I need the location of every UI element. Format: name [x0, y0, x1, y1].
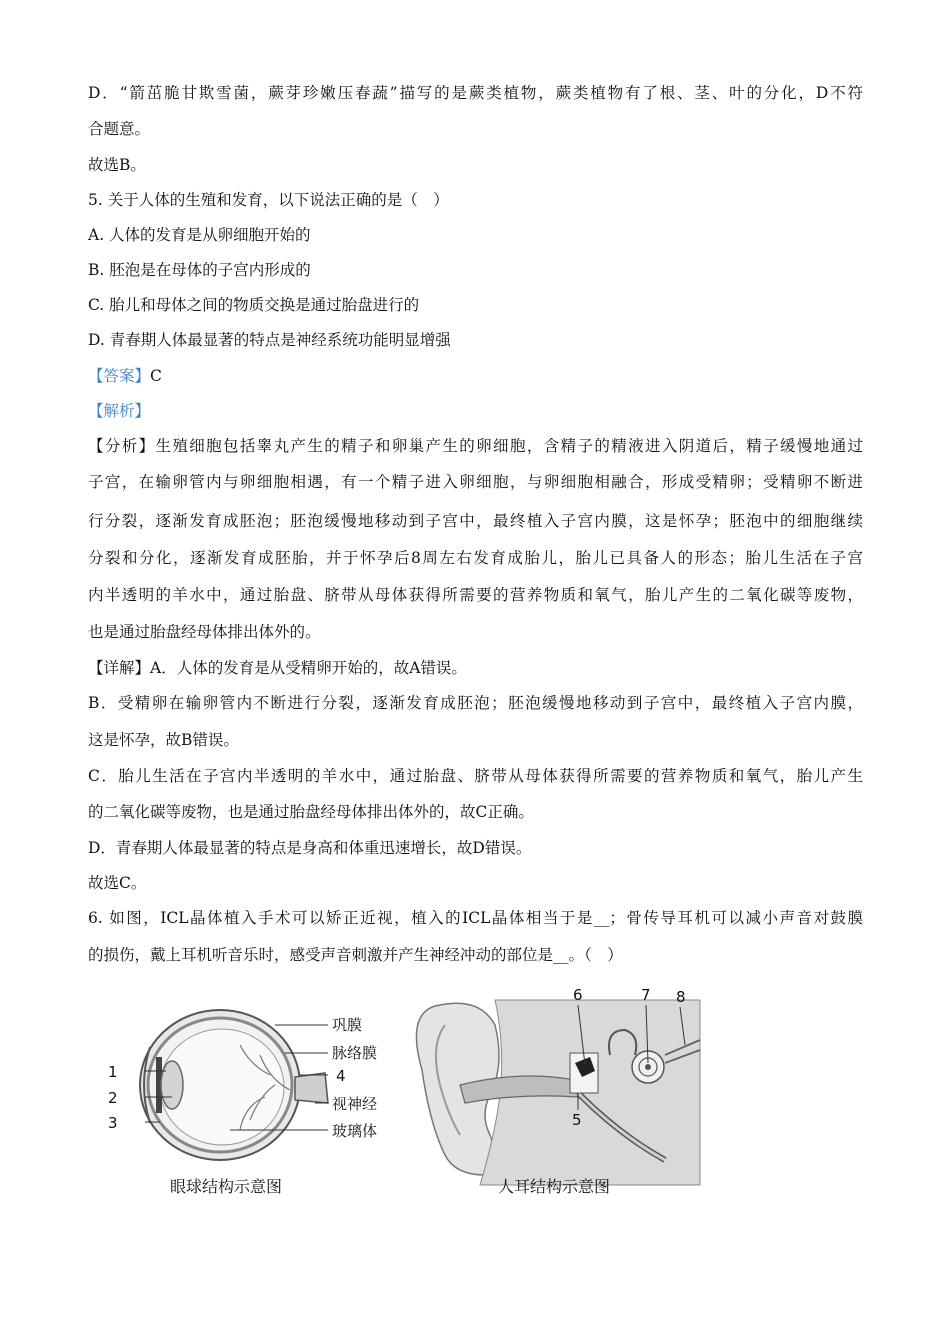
detail-c-cont: 的二氧化碳等废物，也是通过胎盘经母体排出体外的，故C正确。	[88, 803, 534, 821]
eye-number-label: 2	[108, 1089, 118, 1107]
analysis-tag: 【解析】	[88, 402, 151, 420]
ear-number-label: 5	[572, 1111, 582, 1129]
option-a: A. 人体的发育是从卵细胞开始的	[88, 226, 311, 244]
analysis-heading	[88, 399, 863, 421]
analysis-line: 分裂和分化，逐渐发育成胚胎，并于怀孕后8周左右发育成胎儿，胎儿已具备人的形态；胎儿生活在子宫	[88, 549, 863, 567]
detail-b-cont: 这是怀孕，故B错误。	[88, 731, 239, 749]
answer-tag: 【答案】	[88, 367, 151, 385]
text-line: D．“箭茁脆甘欺雪菌，蕨芽珍嫩压春蔬”描写的是蕨类植物，蕨类植物有了根、茎、叶的分化，D不符	[88, 84, 863, 102]
option-c: C. 胎儿和母体之间的物质交换是通过胎盘进行的	[88, 296, 420, 314]
eye-label-choroid: 脉络膜	[332, 1044, 378, 1062]
anatomy-figure	[100, 985, 710, 1205]
answer-line	[88, 364, 863, 386]
ear-caption: 人耳结构示意图	[498, 1177, 611, 1196]
ear-diagram	[416, 986, 700, 1196]
text-line: 故选B。	[88, 156, 146, 174]
detail-b: B．受精卵在输卵管内不断进行分裂，逐渐发育成胚泡；胚泡缓慢地移动到子宫中，最终植入子宫内膜，	[88, 694, 863, 712]
eye-number-label: 1	[108, 1063, 118, 1081]
detail-a: 【详解】A．人体的发育是从受精卵开始的，故A错误。	[88, 659, 467, 677]
eye-diagram	[108, 1010, 377, 1196]
analysis-line: 行分裂，逐渐发育成胚泡；胚泡缓慢地移动到子宫中，最终植入子宫内膜，这是怀孕；胚泡中的细胞继续	[88, 512, 863, 530]
ear-number-label: 8	[676, 988, 686, 1006]
question-6-stem: 6. 如图，ICL晶体植入手术可以矫正近视，植入的ICL晶体相当于是__；骨传导耳机可以减小声音对鼓膜	[88, 909, 863, 927]
ear-number-label: 6	[573, 986, 583, 1004]
question-6-stem-cont: 的损伤，戴上耳机听音乐时，感受声音刺激并产生神经冲动的部位是__。（ ）	[88, 946, 623, 964]
option-b: B. 胚泡是在母体的子宫内形成的	[88, 261, 311, 279]
question-5-stem: 5. 关于人体的生殖和发育，以下说法正确的是（ ）	[88, 191, 449, 209]
analysis-line: 也是通过胎盘经母体排出体外的。	[88, 623, 321, 641]
eye-label-4: 4	[336, 1067, 346, 1085]
eye-label-sclera: 巩膜	[332, 1016, 363, 1034]
eye-caption: 眼球结构示意图	[170, 1177, 283, 1196]
answer-value: C	[150, 367, 162, 385]
text-line: 合题意。	[88, 120, 151, 138]
ear-number-label: 7	[641, 986, 651, 1004]
analysis-line: 内半透明的羊水中，通过胎盘、脐带从母体获得所需要的营养物质和氧气，胎儿产生的二氧化碳等废物，	[88, 586, 863, 604]
detail-c: C．胎儿生活在子宫内半透明的羊水中，通过胎盘、脐带从母体获得所需要的营养物质和氧气，胎儿产生	[88, 767, 863, 785]
final-choice: 故选C。	[88, 874, 147, 892]
detail-d: D．青春期人体最显著的特点是身高和体重迅速增长，故D错误。	[88, 839, 532, 857]
eye-label-vitreous: 玻璃体	[332, 1122, 378, 1140]
eye-number-label: 3	[108, 1114, 118, 1132]
eye-label-optic-nerve: 视神经	[332, 1095, 378, 1113]
analysis-line: 【分析】生殖细胞包括睾丸产生的精子和卵巢产生的卵细胞，含精子的精液进入阴道后，精子缓慢地通过	[88, 437, 863, 455]
analysis-line: 子宫，在输卵管内与卵细胞相遇，有一个精子进入卵细胞，与卵细胞相融合，形成受精卵；受精卵不断进	[88, 473, 863, 491]
option-d: D. 青春期人体最显著的特点是神经系统功能明显增强	[88, 331, 451, 349]
